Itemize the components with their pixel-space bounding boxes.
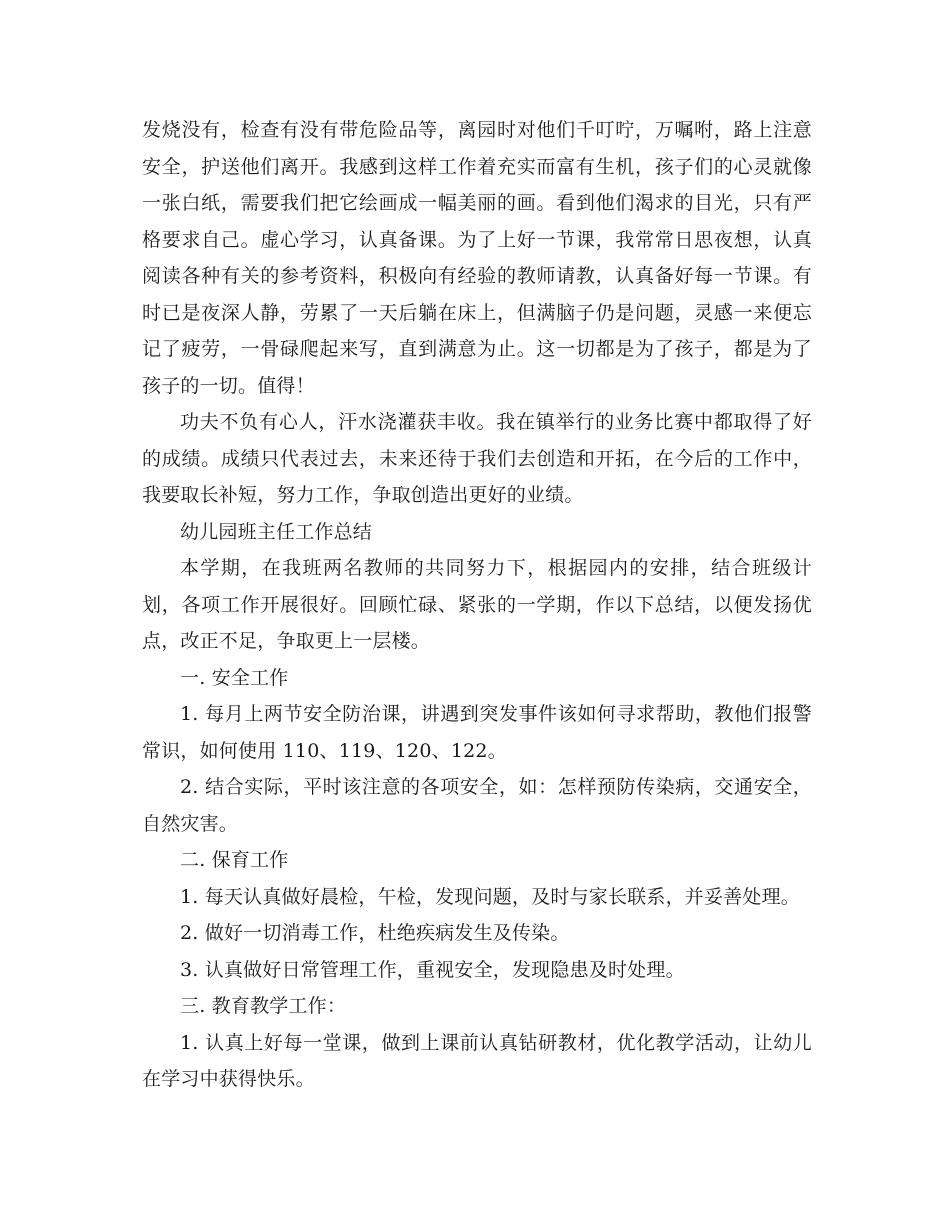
paragraph: 本学期，在我班两名教师的共同努力下，根据园内的安排，结合班级计划，各项工作开展很好。回顾忙碌、紧张的一学期，作以下总结，以便发扬优点，改正不足，争取更上一层楼。 bbox=[142, 557, 812, 652]
list-item: 2. 做好一切消毒工作，杜绝疾病发生及传染。 bbox=[180, 922, 570, 944]
section-heading: 三. 教育教学工作： bbox=[180, 995, 347, 1017]
list-item: 1. 每月上两节安全防治课，讲遇到突发事件该如何寻求帮助，教他们报警常识，如何使用 110、119、120、122。 bbox=[142, 703, 812, 762]
document-body bbox=[142, 112, 812, 1098]
list-item: 1. 认真上好每一堂课，做到上课前认真钻研教材，优化教学活动，让幼儿在学习中获得快乐。 bbox=[142, 1031, 812, 1090]
list-item: 2. 结合实际，平时该注意的各项安全，如：怎样预防传染病，交通安全，自然灾害。 bbox=[142, 776, 812, 835]
section-heading: 二. 保育工作 bbox=[180, 849, 289, 871]
paragraph: 发烧没有，检查有没有带危险品等，离园时对他们千叮咛，万嘱咐，路上注意安全，护送他们离开。我感到这样工作着充实而富有生机，孩子们的心灵就像一张白纸，需要我们把它绘画成一幅美丽的画。看到他们渴求的目光，只有严格要求自己。虚心学习，认真备课。为了上好一节课，我常常日思夜想，认真阅读各种有关的参考资料，积极向有经验的教师请教，认真备好每一节课。有时已是夜深人静，劳累了一天后躺在床上，但满脑子仍是问题，灵感一来便忘记了疲劳，一骨碌爬起来写，直到满意为止。这一切都是为了孩子，都是为了孩子的一切。值得！ bbox=[142, 119, 812, 397]
section-heading: 一. 安全工作 bbox=[180, 666, 289, 689]
list-item: 1. 每天认真做好晨检，午检，发现问题，及时与家长联系，并妥善处理。 bbox=[180, 885, 800, 908]
section-title: 幼儿园班主任工作总结 bbox=[180, 520, 373, 543]
paragraph: 功夫不负有心人，汗水浇灌获丰收。我在镇举行的业务比赛中都取得了好的成绩。成绩只代表过去，未来还待于我们去创造和开拓，在今后的工作中，我要取长补短，努力工作，争取创造出更好的业绩。 bbox=[142, 411, 812, 506]
list-item: 3. 认真做好日常管理工作，重视安全，发现隐患及时处理。 bbox=[180, 958, 685, 981]
